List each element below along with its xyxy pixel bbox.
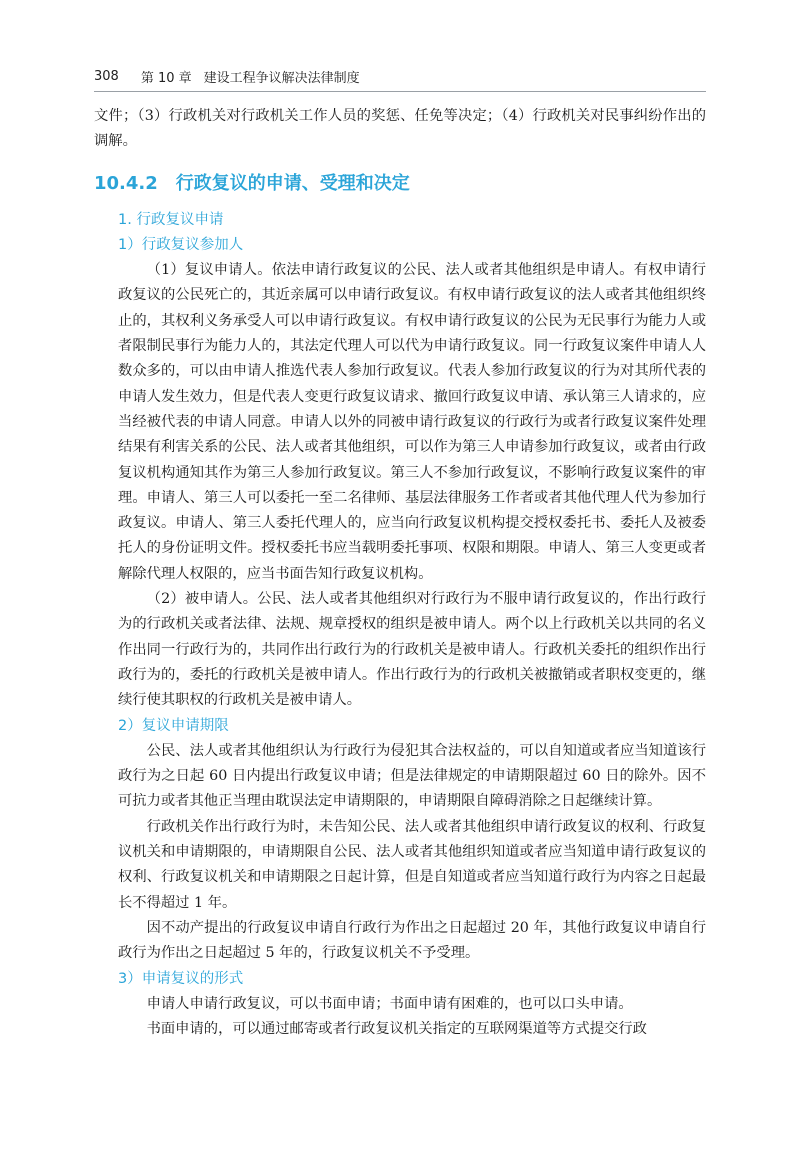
header-divider [94, 91, 706, 92]
section-number: 10.4.2 [94, 172, 158, 194]
paragraph-applicant: （1）复议申请人。依法申请行政复议的公民、法人或者其他组织是申请人。有权申请行政复议的公民死亡的，其近亲属可以申请行政复议。有权申请行政复议的法人或者其他组织终止的，其权利义务承受人可以申请行政复议。有权申请行政复议的公民为无民事行为能力人或者限制民事行为能力人的，其法定代理人可以代为申请行政复议。同一行政复议案件申请人人数众多的，可以由申请人推选代表人参加行政复议。代表人参加行政复议的行为对其所代表的申请人发生效力，但是代表人变更行政复议请求、撤回行政复议申请、承认第三人请求的，应当经被代表的申请人同意。申请人以外的同被申请行政复议的行政行为或者行政复议案件处理结果有利害关系的公民、法人或者其他组织，可以作为第三人申请参加行政复议，或者由行政复议机构通知其作为第三人参加行政复议。第三人不参加行政复议，不影响行政复议案件的审理。申请人、第三人可以委托一至二名律师、基层法律服务工作者或者其他代理人代为参加行政复议。申请人、第三人委托代理人的，应当向行政复议机构提交授权委托书、委托人及被委托人的身份证明文件。授权委托书应当载明委托事项、权限和期限。申请人、第三人变更或者解除代理人权限的，应当书面告知行政复议机构。 [118, 262, 706, 582]
paragraph-respondent: （2）被申请人。公民、法人或者其他组织对行政行为不服申请行政复议的，作出行政行为的行政机关或者法律、法规、规章授权的组织是被申请人。两个以上行政机关以共同的名义作出同一行政行为的，共同作出行政行为的行政机关是被申请人。行政机关委托的组织作出行政行为的，委托的行政机关是被申请人。作出行政行为的行政机关被撤销或者职权变更的，继续行使其职权的行政机关是被申请人。 [118, 591, 706, 709]
paragraph-time-limit-2: 行政机关作出行政行为时，未告知公民、法人或者其他组织申请行政复议的权利、行政复议机关和申请期限的，申请期限自公民、法人或者其他组织知道或者应当知道申请行政复议的权利、行政复议机关和申请期限之日起计算，但是自知道或者应当知道行政行为内容之日起最长不得超过 1 年。 [118, 818, 706, 911]
section-title: 行政复议的申请、受理和决定 [175, 172, 410, 194]
running-header [94, 63, 706, 89]
paragraph-time-limit-3: 因不动产提出的行政复议申请自行政行为作出之日起超过 20 年，其他行政复议申请自行政行为作出之日起超过 5 年的，行政复议机关不予受理。 [118, 919, 706, 962]
part-heading-participants: 1）行政复议参加人 [118, 236, 244, 253]
paragraph-form-2: 书面申请的，可以通过邮寄或者行政复议机关指定的互联网渠道等方式提交行政 [146, 1021, 647, 1038]
chapter-label: 第 10 章 [140, 70, 192, 86]
paragraph-form-1: 申请人申请行政复议，可以书面申请；书面申请有困难的，也可以口头申请。 [146, 995, 633, 1012]
intro-paragraph: 文件；（3）行政机关对行政机关工作人员的奖惩、任免等决定；（4）行政机关对民事纠纷作出的调解。 [94, 108, 706, 150]
part-heading-time-limit: 2）复议申请期限 [118, 717, 229, 734]
part-heading-form: 3）申请复议的形式 [118, 970, 244, 987]
section-heading [94, 171, 706, 197]
page-body [94, 104, 706, 1042]
page-number: 308 [94, 68, 119, 84]
subsection-heading: 1. 行政复议申请 [118, 211, 224, 228]
chapter-title: 建设工程争议解决法律制度 [203, 70, 360, 86]
paragraph-time-limit-1: 公民、法人或者其他组织认为行政行为侵犯其合法权益的，可以自知道或者应当知道该行政行为之日起 60 日内提出行政复议申请；但是法律规定的申请期限超过 60 日的除外。因不可抗力或者其他正当理由耽误法定申请期限的，申请期限自障碍消除之日起继续计算。 [118, 742, 706, 810]
